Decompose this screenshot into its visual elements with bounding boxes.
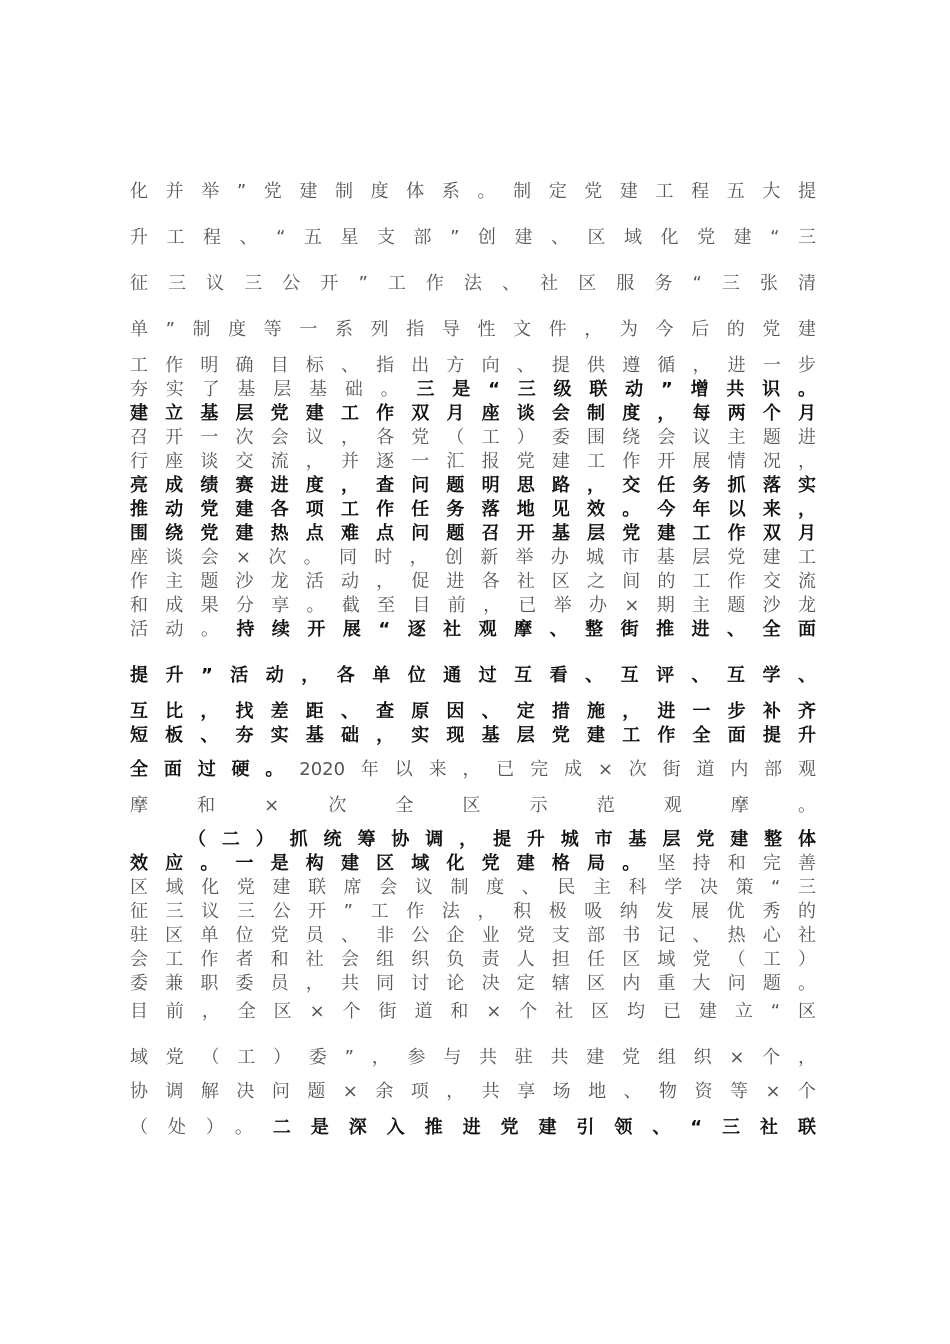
bold-text-run: 互比，找差距、查原因、定措施，进一步补齐	[130, 701, 816, 722]
text-run: 2020年以来，已完成×次街道内部观	[299, 759, 816, 780]
text-line	[130, 180, 816, 204]
bold-text-run: 效应。一是构建区域化党建格局。	[130, 853, 658, 874]
text-run: 驻区单位党员、非公企业党支部书记、热心社	[130, 925, 816, 946]
text-line	[130, 594, 816, 618]
text-line	[130, 1046, 816, 1070]
text-line	[130, 900, 816, 924]
bold-text-run: 亮成绩赛进度，查问题明思路，交任务抓落实	[130, 475, 816, 496]
text-run: 会工作者和社会组织负责人担任区域党（工）	[130, 949, 816, 970]
text-run: 征三议三公开”工作法、社区服务“三张清	[130, 273, 816, 294]
bold-text-run: 持续开展“逐社观摩、整街推进、全面	[236, 619, 816, 640]
text-run: 行座谈交流，并逐一汇报党建工作开展情况，	[130, 451, 816, 472]
text-run: 化并举”党建制度体系。制定党建工程五大提	[130, 181, 816, 202]
text-line	[130, 522, 816, 546]
bold-text-run: 围绕党建热点难点问题召开基层党建工作双月	[130, 523, 816, 544]
text-line	[188, 828, 816, 852]
text-run: 单”制度等一系列指导性文件，为今后的党建	[130, 319, 816, 340]
text-run: 坚持和完善	[657, 853, 816, 874]
text-line	[130, 618, 816, 642]
text-line	[130, 426, 816, 450]
text-line	[130, 378, 816, 402]
bold-text-run: （二）抓统筹协调，提升城市基层党建整体	[188, 829, 816, 850]
text-run: 工作明确目标、指出方向、提供遵循，进一步	[130, 355, 816, 376]
text-run: 协调解决问题×余项，共享场地、物资等×个	[130, 1081, 816, 1102]
text-line	[130, 758, 816, 782]
text-line	[130, 272, 816, 296]
text-run: 目前，全区×个街道和×个社区均已建立“区	[130, 1001, 816, 1022]
bold-text-run: 提升”活动，各单位通过互看、互评、互学、	[130, 665, 816, 686]
text-run: 摩和×次全区示范观摩。	[130, 795, 816, 816]
text-run: 区域化党建联席会议制度、民主科学决策“三	[130, 877, 816, 898]
bold-text-run: 二是深入推进党建引领、“三社联	[272, 1117, 816, 1138]
text-line	[130, 354, 816, 378]
text-line	[130, 794, 816, 818]
text-line	[130, 700, 816, 724]
text-line	[130, 546, 816, 570]
text-run: 活动。	[130, 619, 237, 640]
bold-text-run: 全面过硬。	[130, 759, 300, 780]
text-line	[130, 1000, 816, 1024]
text-run: 升工程、“五星支部”创建、区域化党建“三	[130, 227, 816, 248]
text-run: 域党（工）委”，参与共驻共建党组织×个，	[130, 1047, 816, 1068]
text-line	[130, 226, 816, 250]
text-line	[130, 948, 816, 972]
text-line	[130, 972, 816, 996]
text-run: 召开一次会议，各党（工）委围绕会议主题进	[130, 427, 816, 448]
bold-text-run: 建立基层党建工作双月座谈会制度，每两个月	[130, 403, 816, 424]
text-line	[130, 1116, 816, 1140]
text-run: 委兼职委员，共同讨论决定辖区内重大问题。	[130, 973, 816, 994]
bold-text-run: 推动党建各项工作任务落地见效。今年以来，	[130, 499, 816, 520]
text-line	[130, 724, 816, 748]
text-line	[130, 450, 816, 474]
text-run: （处）。	[130, 1117, 273, 1138]
text-line	[130, 474, 816, 498]
text-line	[130, 498, 816, 522]
bold-text-run: 短板、夯实基础，实现基层党建工作全面提升	[130, 725, 816, 746]
text-line	[130, 876, 816, 900]
text-line	[130, 402, 816, 426]
text-line	[130, 570, 816, 594]
text-run: 作主题沙龙活动，促进各社区之间的工作交流	[130, 571, 816, 592]
text-line	[130, 1080, 816, 1104]
text-line	[130, 852, 816, 876]
text-line	[130, 664, 816, 688]
text-run: 和成果分享。截至目前，已举办×期主题沙龙	[130, 595, 816, 616]
bold-text-run: 三是“三级联动”增共识。	[416, 379, 816, 400]
text-run: 征三议三公开”工作法，积极吸纳发展优秀的	[130, 901, 816, 922]
text-line	[130, 318, 816, 342]
text-run: 夯实了基层基础。	[130, 379, 417, 400]
text-line	[130, 924, 816, 948]
text-run: 座谈会×次。同时，创新举办城市基层党建工	[130, 547, 816, 568]
